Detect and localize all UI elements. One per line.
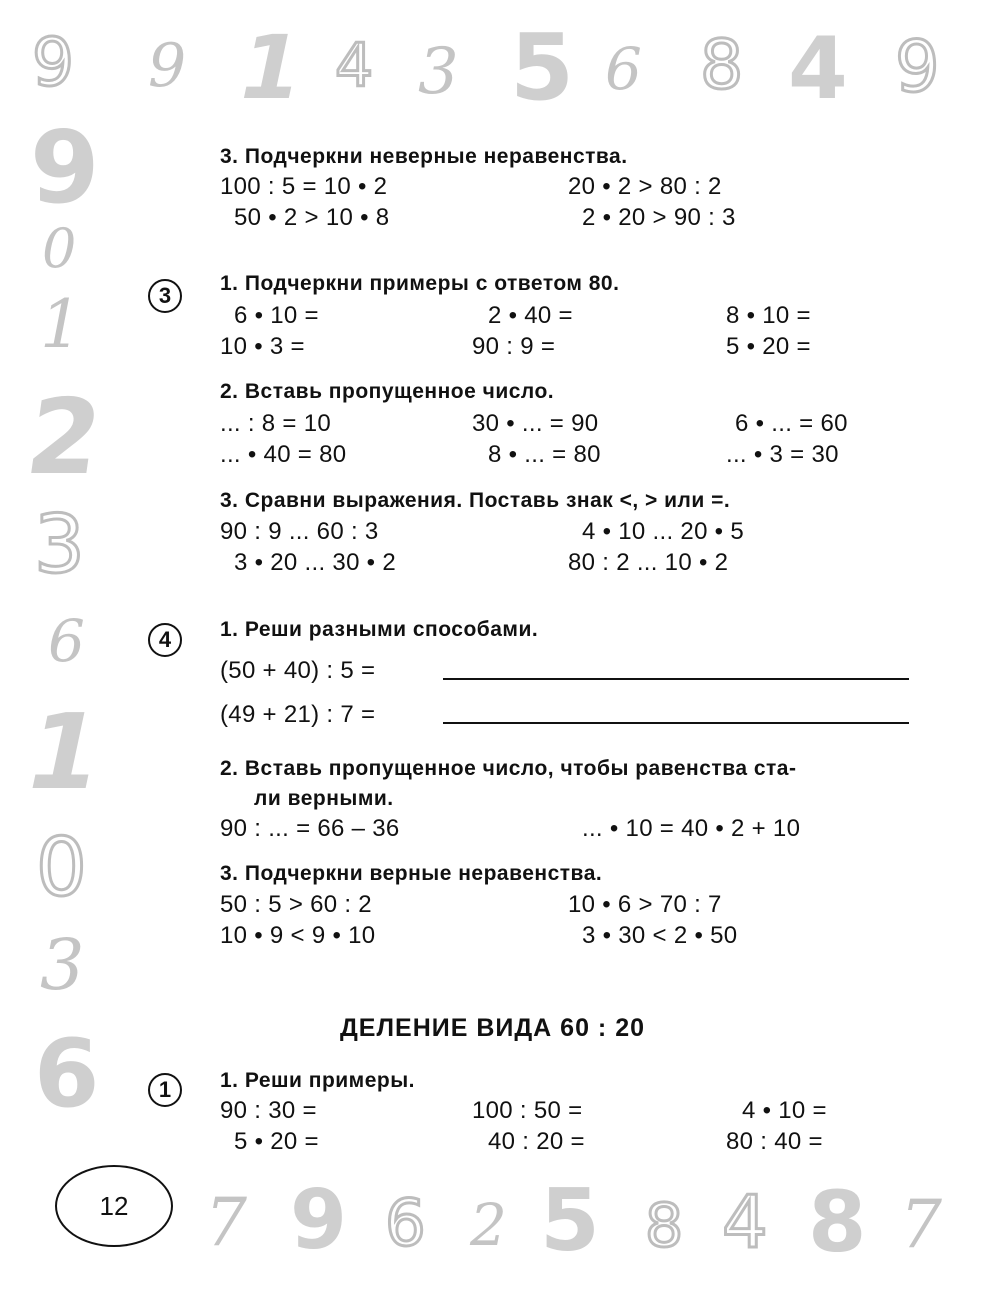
expression: 4 • 10 ... 20 • 5 (582, 518, 745, 545)
task-heading: 1. Реши разными способами. (220, 618, 539, 641)
expression: 100 : 5 = 10 • 2 (220, 173, 388, 200)
decor-digit: 9 (30, 109, 100, 226)
task-heading: 2. Вставь пропущенное число. (220, 380, 555, 403)
expression: 90 : 9 = (472, 333, 556, 360)
expression: 5 • 20 = (726, 333, 811, 360)
decor-digit: 4 (335, 31, 374, 101)
expression: 80 : 2 ... 10 • 2 (568, 549, 729, 576)
section-title: ДЕЛЕНИЕ ВИДА 60 : 20 (340, 1014, 646, 1042)
task-heading-continuation: ли верными. (254, 787, 394, 810)
task-heading: 2. Вставь пропущенное число, чтобы равенства ста- (220, 757, 797, 780)
decor-digit: 8 (700, 26, 744, 105)
answer-line[interactable] (443, 678, 909, 680)
decor-digit: 9 (290, 1173, 348, 1268)
answer-line[interactable] (443, 722, 909, 724)
expression: 30 • ... = 90 (472, 410, 599, 437)
decor-digit: 6 (385, 1187, 426, 1261)
task-heading: 1. Реши примеры. (220, 1069, 415, 1092)
task-heading: 1. Подчеркни примеры с ответом 80. (220, 272, 620, 295)
expression: 8 • 10 = (726, 302, 811, 329)
decor-digit: 1 (40, 286, 82, 363)
expression: 20 • 2 > 80 : 2 (568, 173, 722, 200)
decor-digit: 1 (15, 691, 114, 813)
decor-digit: 7 (205, 1184, 247, 1261)
expression: 40 : 20 = (488, 1128, 585, 1155)
exercise-number: 4 (148, 623, 182, 657)
decor-digit: 4 (788, 19, 848, 119)
expression: 4 • 10 = (742, 1097, 827, 1124)
decor-digit: 8 (808, 1173, 867, 1271)
task-heading: 3. Подчеркни неверные неравенства. (220, 145, 628, 168)
decor-digit: 6 (34, 1020, 100, 1129)
expression: (49 + 21) : 7 = (220, 701, 376, 728)
decor-digit: 9 (148, 31, 187, 101)
decor-digit: 3 (34, 498, 85, 591)
task-heading: 3. Подчеркни верные неравенства. (220, 862, 603, 885)
decor-digit: 9 (895, 26, 940, 108)
expression: ... : 8 = 10 (220, 410, 332, 437)
expression: 2 • 20 > 90 : 3 (582, 204, 736, 231)
decor-digit: 0 (36, 821, 87, 914)
decor-digit: 5 (510, 14, 575, 121)
expression: 50 : 5 > 60 : 2 (220, 891, 372, 918)
expression: 5 • 20 = (234, 1128, 319, 1155)
decor-digit: 7 (900, 1186, 942, 1263)
decor-digit: 3 (40, 924, 85, 1006)
expression: 90 : 9 ... 60 : 3 (220, 518, 379, 545)
expression: 2 • 40 = (488, 302, 573, 329)
expression: 3 • 20 ... 30 • 2 (234, 549, 397, 576)
expression: 90 : 30 = (220, 1097, 317, 1124)
page-number (55, 1165, 173, 1247)
decor-digit: 6 (48, 607, 85, 675)
expression: 6 • 10 = (234, 302, 319, 329)
expression: 80 : 40 = (726, 1128, 823, 1155)
decor-digit: 2 (470, 1191, 507, 1259)
expression: 10 • 3 = (220, 333, 305, 360)
page-number-text: 12 (99, 1190, 129, 1221)
decor-digit: 8 (645, 1191, 684, 1261)
decor-digit: 0 (42, 217, 77, 280)
decor-digit: 4 (722, 1180, 768, 1264)
decor-digit: 1 (229, 16, 313, 119)
expression: ... • 10 = 40 • 2 + 10 (582, 815, 801, 842)
decor-digit: 6 (605, 35, 642, 103)
decor-digit: 9 (32, 24, 74, 101)
expression: 3 • 30 < 2 • 50 (582, 922, 738, 949)
expression: 10 • 6 > 70 : 7 (568, 891, 722, 918)
expression: 10 • 9 < 9 • 10 (220, 922, 376, 949)
exercise-number: 1 (148, 1073, 182, 1107)
decor-digit: 5 (540, 1171, 600, 1271)
task-heading: 3. Сравни выражения. Поставь знак <, > или =. (220, 489, 731, 512)
expression: ... • 40 = 80 (220, 441, 347, 468)
exercise-number: 3 (148, 279, 182, 313)
expression: 90 : ... = 66 – 36 (220, 815, 400, 842)
decor-digit: 2 (19, 376, 109, 498)
expression: ... • 3 = 30 (726, 441, 839, 468)
expression: 6 • ... = 60 (735, 410, 848, 437)
expression: 50 • 2 > 10 • 8 (234, 204, 390, 231)
expression: (50 + 40) : 5 = (220, 657, 376, 684)
expression: 8 • ... = 80 (488, 441, 601, 468)
decor-digit: 3 (418, 35, 459, 109)
expression: 100 : 50 = (472, 1097, 583, 1124)
